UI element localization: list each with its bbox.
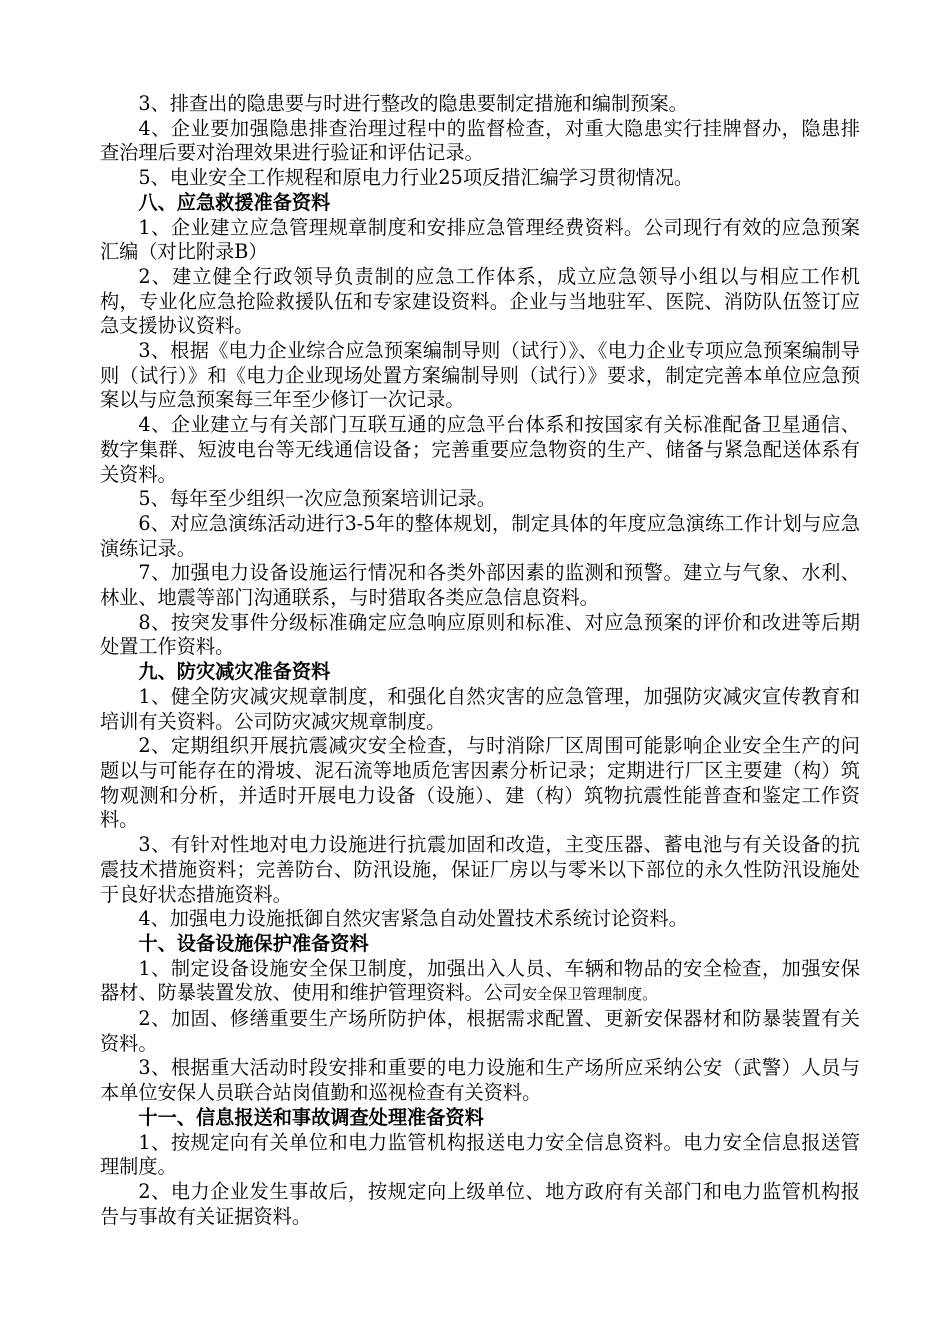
paragraph-small-text: 安全保卫管理制度。	[522, 985, 658, 1004]
paragraph: 4、企业建立与有关部门互联互通的应急平台体系和按国家有关标准配备卫星通信、数字集群、短波电台等无线通信设备；完善重要应急物资的生产、储备与紧急配送体系有关资料。	[100, 413, 860, 486]
paragraph: 3、有针对性地对电力设施进行抗震加固和改造，主变压器、蓄电池与有关设备的抗震技术措施资料；完善防台、防汛设施，保证厂房以与零米以下部位的永久性防汛设施处于良好状态措施资料。	[100, 833, 860, 906]
paragraph: 7、加强电力设备设施运行情况和各类外部因素的监测和预警。建立与气象、水利、林业、地震等部门沟通联系，与时猎取各类应急信息资料。	[100, 561, 860, 610]
section-heading: 十一、信息报送和事故调查处理准备资料	[138, 1105, 484, 1129]
paragraph: 8、按突发事件分级标准确定应急响应原则和标准、对应急预案的评价和改进等后期处置工作资料。	[100, 610, 860, 659]
paragraph: 3、根据《电力企业综合应急预案编制导则（试行）》、《电力企业专项应急预案编制导则（试行）》和《电力企业现场处置方案编制导则（试行）》要求，制定完善本单位应急预案以与应急预案每三年至少修订一次记录。	[100, 339, 860, 412]
paragraph: 2、电力企业发生事故后，按规定向上级单位、地方政府有关部门和电力监管机构报告与事故有关证据资料。	[100, 1179, 860, 1228]
paragraph: 2、建立健全行政领导负责制的应急工作体系，成立应急领导小组以与相应工作机构，专业化应急抢险救援队伍和专家建设资料。企业与当地驻军、医院、消防队伍签订应急支援协议资料。	[100, 264, 860, 338]
paragraph: 5、电业安全工作规程和原电力行业25项反措汇编学习贯彻情况。	[138, 166, 694, 190]
section-heading: 十、设备设施保护准备资料	[138, 931, 369, 955]
paragraph: 2、定期组织开展抗震减灾安全检查，与时消除厂区周围可能影响企业安全生产的问题以与可能存在的滑坡、泥石流等地质危害因素分析记录；定期进行厂区主要建（构）筑物观测和分析，并适时开展电力设备（设施）、建（构）筑物抗震性能普查和鉴定工作资料。	[100, 734, 860, 832]
section-heading: 八、应急救援准备资料	[138, 190, 331, 214]
paragraph: 4、企业要加强隐患排查治理过程中的监督检查，对重大隐患实行挂牌督办，隐患排查治理后要对治理效果进行验证和评估记录。	[100, 116, 860, 165]
paragraph: 3、排查出的隐患要与时进行整改的隐患要制定措施和编制预案。	[138, 92, 688, 115]
paragraph: 1、健全防灾减灾规章制度，和强化自然灾害的应急管理，加强防灾减灾宣传教育和培训有关资料。公司防灾减灾规章制度。	[100, 684, 860, 733]
document-page	[100, 92, 860, 1229]
paragraph: 5、每年至少组织一次应急预案培训记录。	[138, 487, 496, 511]
paragraph: 1、按规定向有关单位和电力监管机构报送电力安全信息资料。电力安全信息报送管理制度。	[100, 1130, 860, 1179]
paragraph: 3、根据重大活动时段安排和重要的电力设施和生产场所应采纳公安（武警）人员与本单位安保人员联合站岗值勤和巡视检查有关资料。	[100, 1056, 860, 1105]
paragraph	[100, 957, 860, 1007]
paragraph: 4、加强电力设施抵御自然灾害紧急自动处置技术系统讨论资料。	[138, 907, 688, 931]
paragraph-text: 1、制定设备设施安全保卫制度，加强出入人员、车辆和物品的安全检查，加强安保器材、防暴装置发放、使用和维护管理资料。公司	[100, 956, 860, 1005]
paragraph: 1、企业建立应急管理规章制度和安排应急管理经费资料。公司现行有效的应急预案汇编（对比附录B）	[100, 215, 860, 264]
section-heading: 九、防灾减灾准备资料	[138, 660, 331, 684]
paragraph: 2、加固、修缮重要生产场所防护体，根据需求配置、更新安保器材和防暴装置有关资料。	[100, 1007, 860, 1055]
paragraph: 6、对应急演练活动进行3-5年的整体规划，制定具体的年度应急演练工作计划与应急演练记录。	[100, 511, 860, 560]
